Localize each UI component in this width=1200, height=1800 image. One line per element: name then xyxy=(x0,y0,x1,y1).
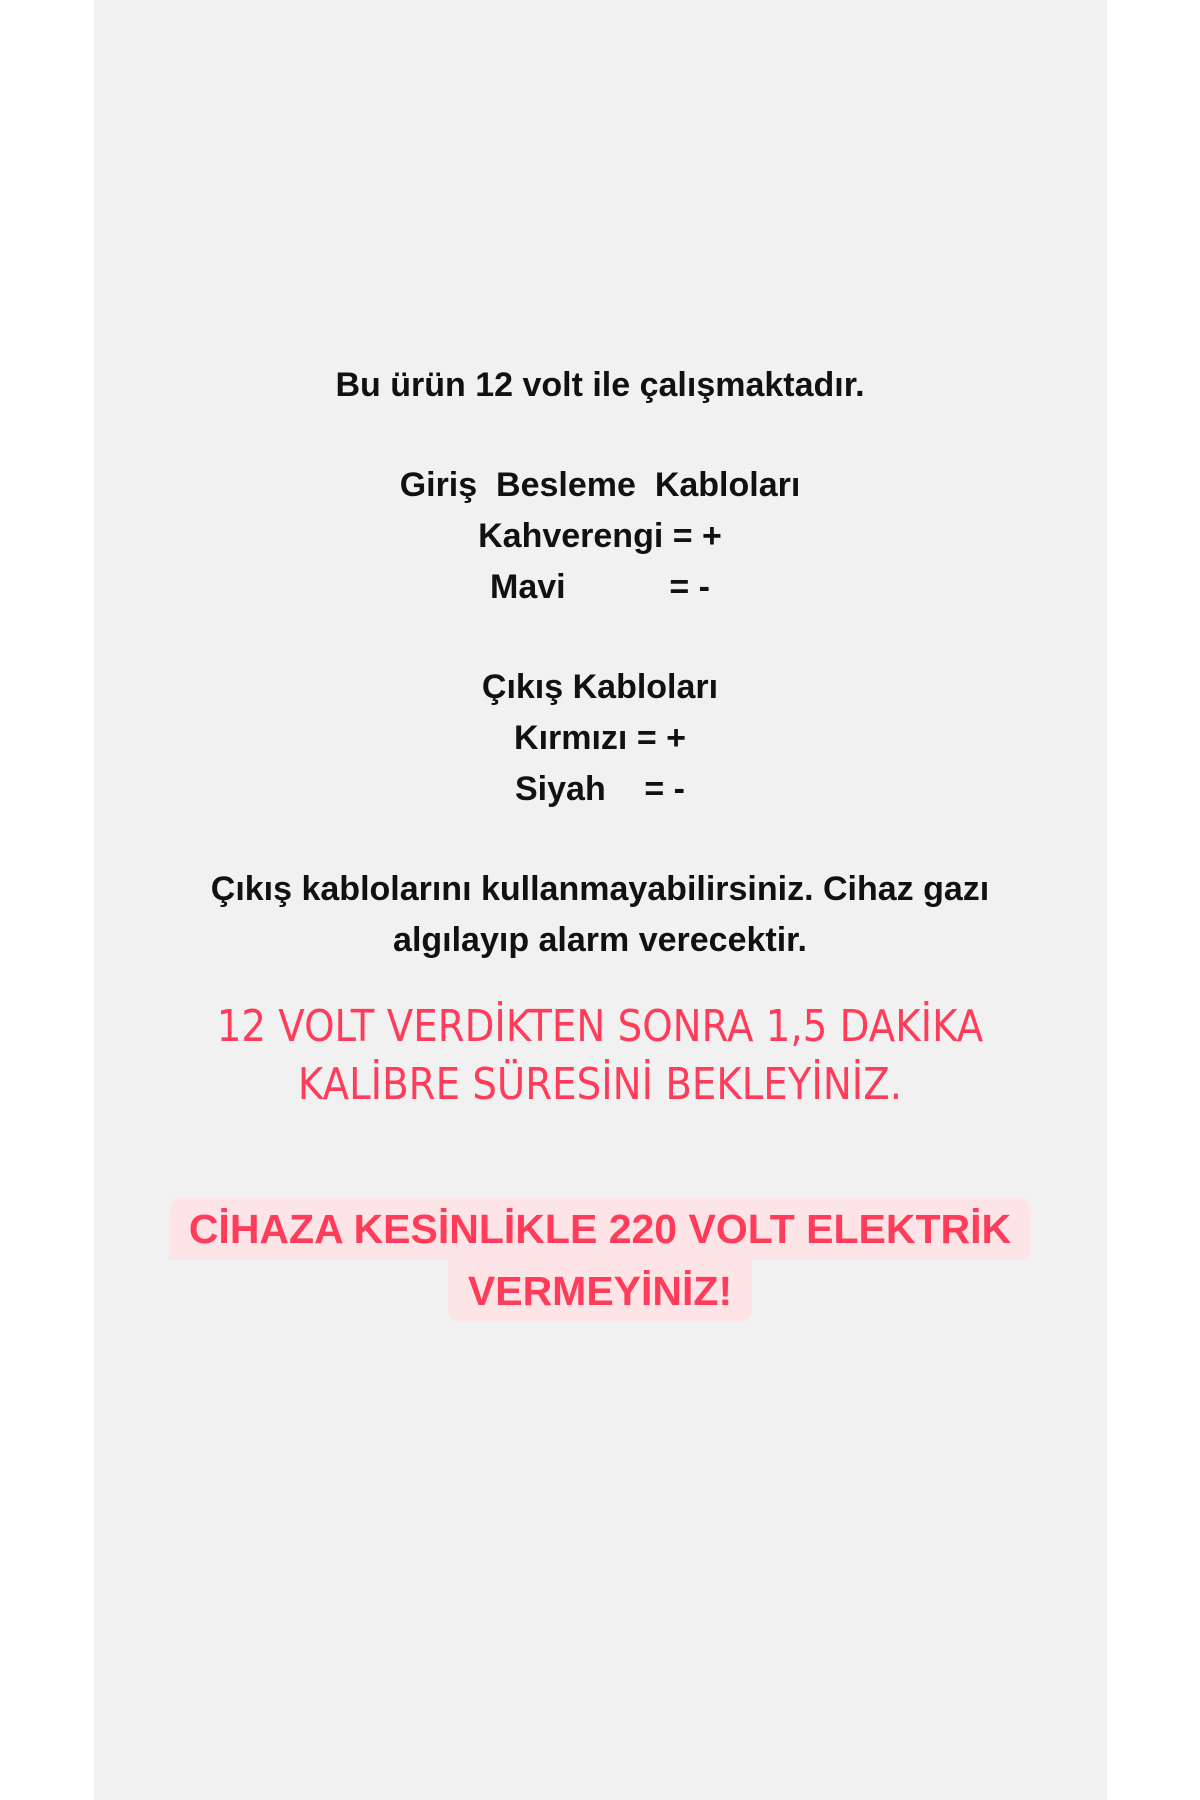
calibration-note xyxy=(72,998,1128,1114)
calibration-note-line-1: 12 VOLT VERDİKTEN SONRA 1,5 DAKİKA xyxy=(216,1001,984,1052)
voltage-warning-line-2: VERMEYİNİZ! xyxy=(448,1260,752,1322)
input-cables-title: Giriş Besleme Kabloları xyxy=(399,466,801,504)
input-cable-row-brown xyxy=(0,511,1200,562)
input-cable-blue-label: Mavi xyxy=(490,568,566,606)
output-cables-section xyxy=(0,662,1200,815)
output-cable-black-value: = - xyxy=(644,770,685,808)
intro-text: Bu ürün 12 volt ile çalışmaktadır. xyxy=(335,366,865,404)
output-cable-row-red xyxy=(0,713,1200,764)
output-note xyxy=(0,864,1200,966)
input-cable-row-blue xyxy=(0,562,1200,613)
output-cables-title: Çıkış Kabloları xyxy=(481,668,719,706)
output-note-line-1: Çıkış kablolarını kullanmayabilirsiniz. Cihaz gazı xyxy=(210,870,990,908)
output-cable-red-label: Kırmızı = + xyxy=(514,719,686,757)
voltage-warning xyxy=(0,1198,1200,1322)
calibration-note-line-2: KALİBRE SÜRESİNİ BEKLEYİNİZ. xyxy=(297,1059,903,1110)
voltage-warning-line-1: CİHAZA KESİNLİKLE 220 VOLT ELEKTRİK xyxy=(169,1198,1031,1260)
output-cable-black-label: Siyah xyxy=(515,770,606,808)
input-cable-blue-value: = - xyxy=(669,568,710,606)
output-note-line-2: algılayıp alarm verecektir. xyxy=(393,921,807,959)
input-cable-brown-label: Kahverengi = + xyxy=(478,517,722,555)
input-cables-section xyxy=(0,460,1200,613)
output-cable-row-black xyxy=(0,764,1200,815)
